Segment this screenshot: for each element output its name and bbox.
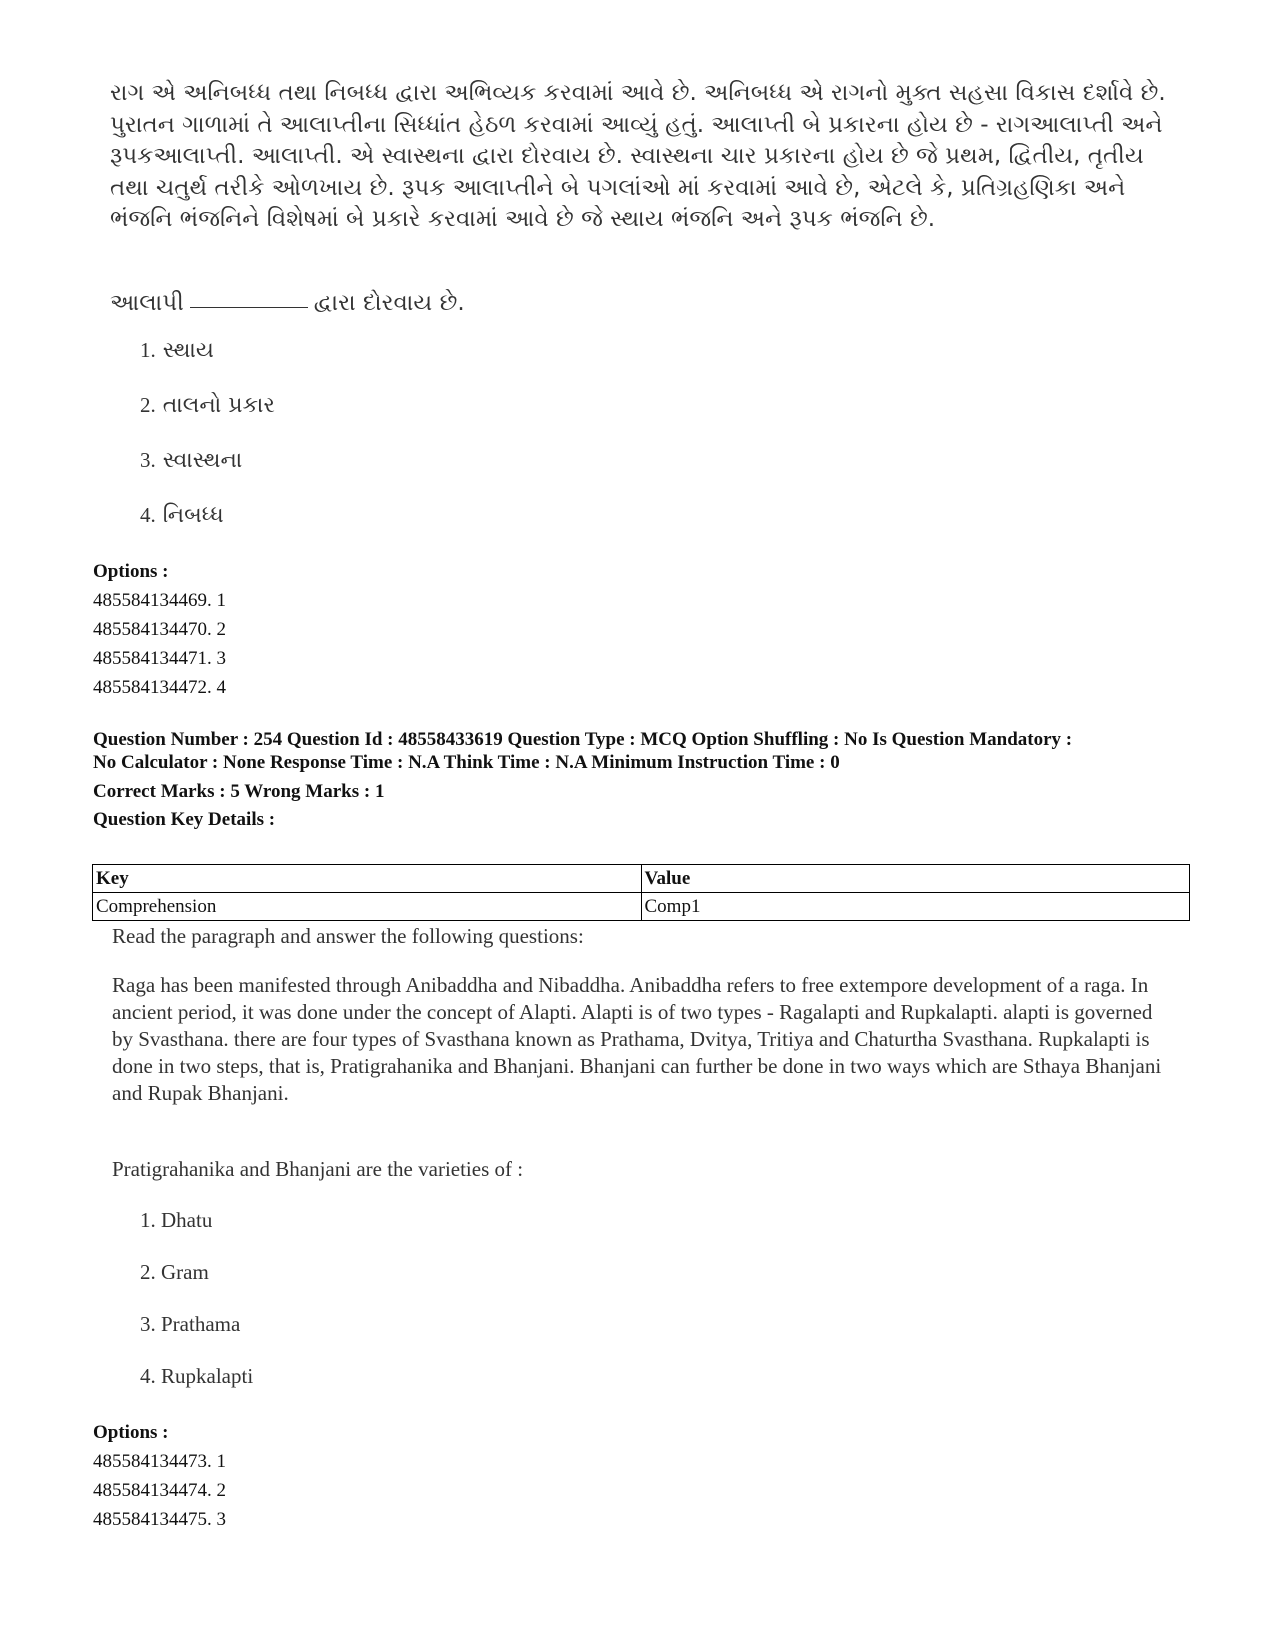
- options-block-1: [93, 557, 226, 702]
- choice-item: 2. Gram: [140, 1260, 209, 1284]
- question-text-before: આલાપી: [110, 290, 184, 316]
- choice-item: 3. Prathama: [140, 1312, 241, 1336]
- key-details-table: [92, 864, 1190, 921]
- row-key: Comprehension: [93, 893, 642, 921]
- options-label: Options :: [93, 561, 169, 582]
- options-label: Options :: [93, 1422, 169, 1443]
- option-item: 485584134470. 2: [93, 619, 226, 640]
- choice-item: 2. તાલનો પ્રકાર: [140, 393, 275, 418]
- options-block-2: [93, 1418, 226, 1534]
- meta-line-2: No Calculator : None Response Time : N.A Think Time : N.A Minimum Instruction Time : 0: [93, 752, 840, 773]
- row-value: Comp1: [641, 893, 1190, 921]
- option-item: 485584134471. 3: [93, 648, 226, 669]
- meta-line-1: Question Number : 254 Question Id : 48558433619 Question Type : MCQ Option Shuffling : No Is Question Mandatory :: [93, 729, 1073, 750]
- english-question: Pratigrahanika and Bhanjani are the varieties of :: [112, 1157, 524, 1181]
- key-details-label: Question Key Details :: [93, 809, 276, 830]
- english-paragraph: Raga has been manifested through Anibaddha and Nibaddha. Anibaddha refers to free extempore development of a raga. In ancient period, it was done under the concept of Alapti. Alapti is of two types - Ragalapti and Rupkalapti. alapti is governed by Svasthana. there are four types of Svasthana known as Prathama, Dvitya, Tritiya and Chaturtha Svasthana. Rupkalapti is done in two steps, that is, Pratigrahanika and Bhanjani. Bhanjani can further be done in two ways which are Sthaya Bhanjani and Rupak Bhanjani.: [112, 973, 1162, 1105]
- choice-item: 4. Rupkalapti: [140, 1364, 254, 1388]
- marks-line: Correct Marks : 5 Wrong Marks : 1: [93, 781, 385, 802]
- table-row: [93, 893, 1190, 921]
- header-value: Value: [641, 865, 1190, 893]
- choice-item: 1. Dhatu: [140, 1208, 213, 1232]
- question-meta: [93, 728, 1072, 774]
- gujarati-paragraph: રાગ એ અનિબધ્ધ તથા નિબધ્ધ દ્વારા અભિવ્યક કરવામાં આવે છે. અનિબધ્ધ એ રાગનો મુક્ત સહસા વિકાસ દર્શાવે છે. પુરાતન ગાળામાં તે આલાપ્તીના સિધ્ધાંત હેઠળ કરવામાં આવ્યું હતું. આલાપ્તી બે પ્રકારના હોય છે - રાગઆલાપ્તી અને રૂપકઆલાપ્તી. આલાપ્તી. એ સ્વાસ્થના દ્વારા દોરવાય છે. સ્વાસ્થના ચાર પ્રકારના હોય છે જે પ્રથમ, દ્વિતીય, તૃતીય તથા ચતુર્થ તરીકે ઓળખાય છે. રૂપક આલાપ્તીને બે પગલાંઓ માં કરવામાં આવે છે, એટલે કે, પ્રતિગ્રહણિકા અને ભંજનિ ભંજનિને વિશેષમાં બે પ્રકારે કરવામાં આવે છે જે સ્થાય ભંજનિ અને રૂપક ભંજનિ છે.: [110, 80, 1166, 232]
- option-item: 485584134474. 2: [93, 1480, 226, 1501]
- instruction-text: Read the paragraph and answer the following questions:: [112, 924, 584, 948]
- question-text-after: દ્વારા દોરવાય છે.: [313, 290, 465, 316]
- option-item: 485584134469. 1: [93, 590, 226, 611]
- answer-blank: [190, 307, 308, 308]
- gujarati-question: [110, 290, 465, 316]
- choice-item: 4. નિબધ્ધ: [140, 503, 224, 528]
- table-header-row: [93, 865, 1190, 893]
- option-item: 485584134475. 3: [93, 1509, 226, 1530]
- choice-item: 3. સ્વાસ્થના: [140, 448, 243, 473]
- header-key: Key: [93, 865, 642, 893]
- option-item: 485584134473. 1: [93, 1451, 226, 1472]
- choice-item: 1. સ્થાય: [140, 338, 214, 363]
- option-item: 485584134472. 4: [93, 677, 226, 698]
